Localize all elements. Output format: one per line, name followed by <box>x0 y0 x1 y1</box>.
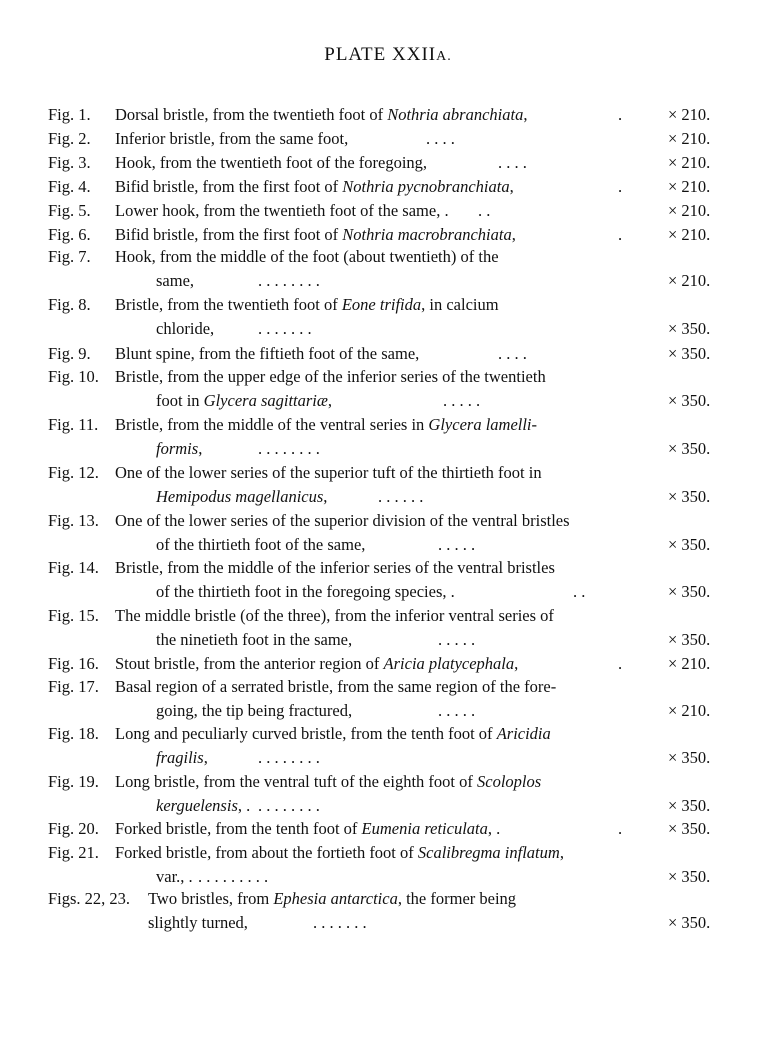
entry-description <box>115 152 427 174</box>
entry-description <box>115 842 578 864</box>
magnification: × 350. <box>668 630 711 649</box>
description-text: Bristle, from the middle of the ventral series in <box>115 415 429 434</box>
entry-description <box>115 224 516 246</box>
description-punct: , <box>559 843 564 862</box>
magnification: × 350. <box>668 391 711 410</box>
description-text: Bristle, from the twentieth foot of <box>115 295 342 314</box>
species-name: fragilis <box>156 748 204 767</box>
figure-label: Fig. 21. <box>48 843 99 862</box>
entry-description <box>115 200 449 222</box>
figure-label: Fig. 7. <box>48 247 91 266</box>
figure-label: Fig. 19. <box>48 772 99 791</box>
figure-entry <box>48 771 738 817</box>
description-text: One of the lower series of the superior division of the ventral bristles <box>115 511 570 530</box>
description-text: Forked bristle, from about the fortieth foot of <box>115 843 418 862</box>
description-text: Bristle, from the upper edge of the inferior series of the twentieth <box>115 367 546 386</box>
description-text: Inferior bristle, from the same foot, <box>115 129 349 148</box>
entry-description <box>156 438 202 460</box>
entry-description <box>115 653 518 675</box>
entry-description <box>156 747 208 769</box>
figure-label: Fig. 11. <box>48 415 99 434</box>
magnification: × 210. <box>668 105 711 124</box>
figure-entry <box>48 510 738 556</box>
figure-entry <box>48 128 738 150</box>
figure-entry <box>48 723 738 769</box>
figure-label: Fig. 14. <box>48 558 99 577</box>
description-punct: , <box>514 654 519 673</box>
entry-description <box>115 771 555 793</box>
species-name: Eone trifida <box>341 295 422 314</box>
entry-description <box>115 557 569 579</box>
entry-description <box>115 104 527 126</box>
description-punct: , . <box>237 796 251 815</box>
figure-entry <box>48 462 738 508</box>
entry-description <box>156 700 352 722</box>
figure-entry <box>48 366 738 412</box>
figure-label: Fig. 6. <box>48 225 91 244</box>
leader-dots: . <box>618 177 623 196</box>
entry-description <box>115 723 565 745</box>
leader-dots: . . . . . . . <box>313 913 367 932</box>
entry-description <box>115 246 513 268</box>
leader-dots: . . . . <box>498 344 527 363</box>
figure-entry <box>48 176 738 198</box>
leader-dots: . . . . . <box>438 701 476 720</box>
description-text: going, the tip being fractured, <box>156 701 353 720</box>
figure-entry <box>48 557 738 603</box>
magnification: × 350. <box>668 344 711 363</box>
leader-dots: . <box>618 654 623 673</box>
magnification: × 210. <box>668 271 711 290</box>
figure-entry <box>48 653 738 675</box>
description-text: var., . <box>156 867 193 886</box>
figure-entry <box>48 343 738 365</box>
magnification: × 210. <box>668 701 711 720</box>
figure-entry <box>48 888 738 934</box>
entry-description <box>156 318 214 340</box>
figure-label: Fig. 16. <box>48 654 99 673</box>
species-name: kerguelensis <box>156 796 238 815</box>
figure-entry <box>48 152 738 174</box>
description-text: Bifid bristle, from the first foot of <box>115 177 343 196</box>
description-text: Basal region of a serrated bristle, from the same region of the fore- <box>115 677 557 696</box>
description-punct: , <box>511 225 516 244</box>
leader-dots: . . . . . <box>438 630 476 649</box>
description-text: Bristle, from the middle of the inferior series of the ventral bristles <box>115 558 555 577</box>
leader-dots: . . . . . <box>438 535 476 554</box>
leader-dots: . . . . . . . . <box>258 796 320 815</box>
description-punct: , <box>523 105 528 124</box>
figure-entry <box>48 818 738 840</box>
description-text: Two bristles, from <box>148 889 274 908</box>
entry-description <box>156 270 194 292</box>
description-punct: , . <box>487 819 501 838</box>
plate-title-suffix: A. <box>436 49 452 64</box>
species-name: Nothria abranchiata <box>387 105 524 124</box>
figure-entry <box>48 605 738 651</box>
magnification: × 350. <box>668 748 711 767</box>
entry-description <box>115 605 568 627</box>
figure-label: Fig. 18. <box>48 724 99 743</box>
figure-label: Fig. 9. <box>48 344 91 363</box>
species-name: Glycera sagittariæ <box>203 391 328 410</box>
magnification: × 350. <box>668 582 711 601</box>
figure-label: Fig. 12. <box>48 463 99 482</box>
description-text: Stout bristle, from the anterior region of <box>115 654 384 673</box>
entry-description <box>148 912 248 934</box>
leader-dots: . . . . . . . <box>258 319 312 338</box>
figure-label: Fig. 13. <box>48 511 99 530</box>
leader-dots: . . <box>478 201 491 220</box>
entry-description <box>115 294 513 316</box>
species-name: formis <box>156 439 199 458</box>
description-text: same, <box>156 271 195 290</box>
leader-dots: . . <box>573 582 586 601</box>
description-punct: , <box>203 748 208 767</box>
description-text: of the thirtieth foot of the same, <box>156 535 366 554</box>
species-name: Hemipodus magellanicus <box>156 487 324 506</box>
figure-label: Fig. 4. <box>48 177 91 196</box>
entry-description <box>115 414 551 436</box>
species-name: Aricidia <box>496 724 551 743</box>
figure-label: Fig. 15. <box>48 606 99 625</box>
species-name: Glycera lamelli- <box>428 415 538 434</box>
description-text: Dorsal bristle, from the twentieth foot of <box>115 105 388 124</box>
magnification: × 350. <box>668 913 711 932</box>
magnification: × 350. <box>668 867 711 886</box>
species-name: Ephesia antarctica <box>273 889 398 908</box>
leader-dots: . . . . . . <box>378 487 424 506</box>
species-name: Nothria pycnobranchiata <box>342 177 510 196</box>
description-text: Forked bristle, from the tenth foot of <box>115 819 362 838</box>
leader-dots: . <box>618 225 623 244</box>
entry-description <box>115 128 348 150</box>
leader-dots: . . . . <box>426 129 455 148</box>
description-punct: , the former being <box>397 889 517 908</box>
magnification: × 210. <box>668 654 711 673</box>
description-text: Bifid bristle, from the first foot of <box>115 225 343 244</box>
entry-description <box>115 176 514 198</box>
plate-title-main: PLATE XXII <box>324 44 437 65</box>
magnification: × 210. <box>668 201 711 220</box>
description-text: the ninetieth foot in the same, <box>156 630 353 649</box>
entry-description <box>156 534 365 556</box>
entry-description <box>115 676 570 698</box>
magnification: × 350. <box>668 487 711 506</box>
magnification: × 210. <box>668 129 711 148</box>
entry-description <box>115 366 560 388</box>
leader-dots: . . . . <box>498 153 527 172</box>
figure-label: Fig. 10. <box>48 367 99 386</box>
entry-description <box>115 818 500 840</box>
description-punct: , in calcium <box>421 295 499 314</box>
entry-description <box>115 510 584 532</box>
figure-label: Fig. 2. <box>48 129 91 148</box>
figure-label: Fig. 1. <box>48 105 91 124</box>
description-text: Long bristle, from the ventral tuft of the eighth foot of <box>115 772 477 791</box>
description-text: foot in <box>156 391 204 410</box>
magnification: × 350. <box>668 439 711 458</box>
description-punct: , <box>323 487 328 506</box>
description-text: Hook, from the middle of the foot (about twentieth) of the <box>115 247 499 266</box>
entry-description <box>156 866 193 888</box>
entry-description <box>148 888 530 910</box>
description-text: Blunt spine, from the fiftieth foot of the same, <box>115 344 420 363</box>
species-name: Eumenia reticulata <box>361 819 488 838</box>
description-punct: , <box>509 177 514 196</box>
description-text: Hook, from the twentieth foot of the foregoing, <box>115 153 428 172</box>
figure-entry <box>48 224 738 246</box>
figure-entry <box>48 104 738 126</box>
description-text: Lower hook, from the twentieth foot of the same, . <box>115 201 449 220</box>
description-punct: , <box>327 391 332 410</box>
figure-entry <box>48 842 738 888</box>
figure-label: Fig. 5. <box>48 201 91 220</box>
species-name: Aricia platycephala <box>383 654 515 673</box>
description-text: Long and peculiarly curved bristle, from the tenth foot of <box>115 724 497 743</box>
species-name: Nothria macrobranchiata <box>342 225 512 244</box>
species-name: Scalibregma inflatum <box>417 843 560 862</box>
figure-entry <box>48 676 738 722</box>
magnification: × 350. <box>668 535 711 554</box>
entry-description <box>115 343 419 365</box>
figure-entry <box>48 246 738 292</box>
leader-dots: . . . . . . . . . <box>198 867 269 886</box>
figure-entry <box>48 294 738 340</box>
leader-dots: . <box>618 105 623 124</box>
magnification: × 210. <box>668 177 711 196</box>
leader-dots: . . . . . . . . <box>258 748 320 767</box>
figure-entry <box>48 200 738 222</box>
figure-label: Fig. 3. <box>48 153 91 172</box>
entry-description <box>156 629 352 651</box>
description-text: of the thirtieth foot in the foregoing species, . <box>156 582 455 601</box>
leader-dots: . . . . . . . . <box>258 271 320 290</box>
entry-description <box>156 486 327 508</box>
entry-description <box>156 581 455 603</box>
magnification: × 350. <box>668 819 711 838</box>
species-name: Scoloplos <box>477 772 542 791</box>
leader-dots: . <box>618 819 623 838</box>
entry-description <box>156 390 332 412</box>
description-text: chloride, <box>156 319 215 338</box>
description-punct: , <box>198 439 203 458</box>
figure-label: Fig. 20. <box>48 819 99 838</box>
leader-dots: . . . . . . . . <box>258 439 320 458</box>
leader-dots: . . . . . <box>443 391 481 410</box>
description-text: The middle bristle (of the three), from the inferior ventral series of <box>115 606 554 625</box>
magnification: × 350. <box>668 319 711 338</box>
description-text: slightly turned, <box>148 913 248 932</box>
figure-label: Fig. 8. <box>48 295 91 314</box>
description-text: One of the lower series of the superior tuft of the thirtieth foot in <box>115 463 542 482</box>
figure-entry <box>48 414 738 460</box>
magnification: × 350. <box>668 796 711 815</box>
entry-description <box>156 795 250 817</box>
entry-description <box>115 462 556 484</box>
figure-label: Figs. 22, 23. <box>48 889 131 908</box>
figure-label: Fig. 17. <box>48 677 99 696</box>
magnification: × 210. <box>668 225 711 244</box>
magnification: × 210. <box>668 153 711 172</box>
